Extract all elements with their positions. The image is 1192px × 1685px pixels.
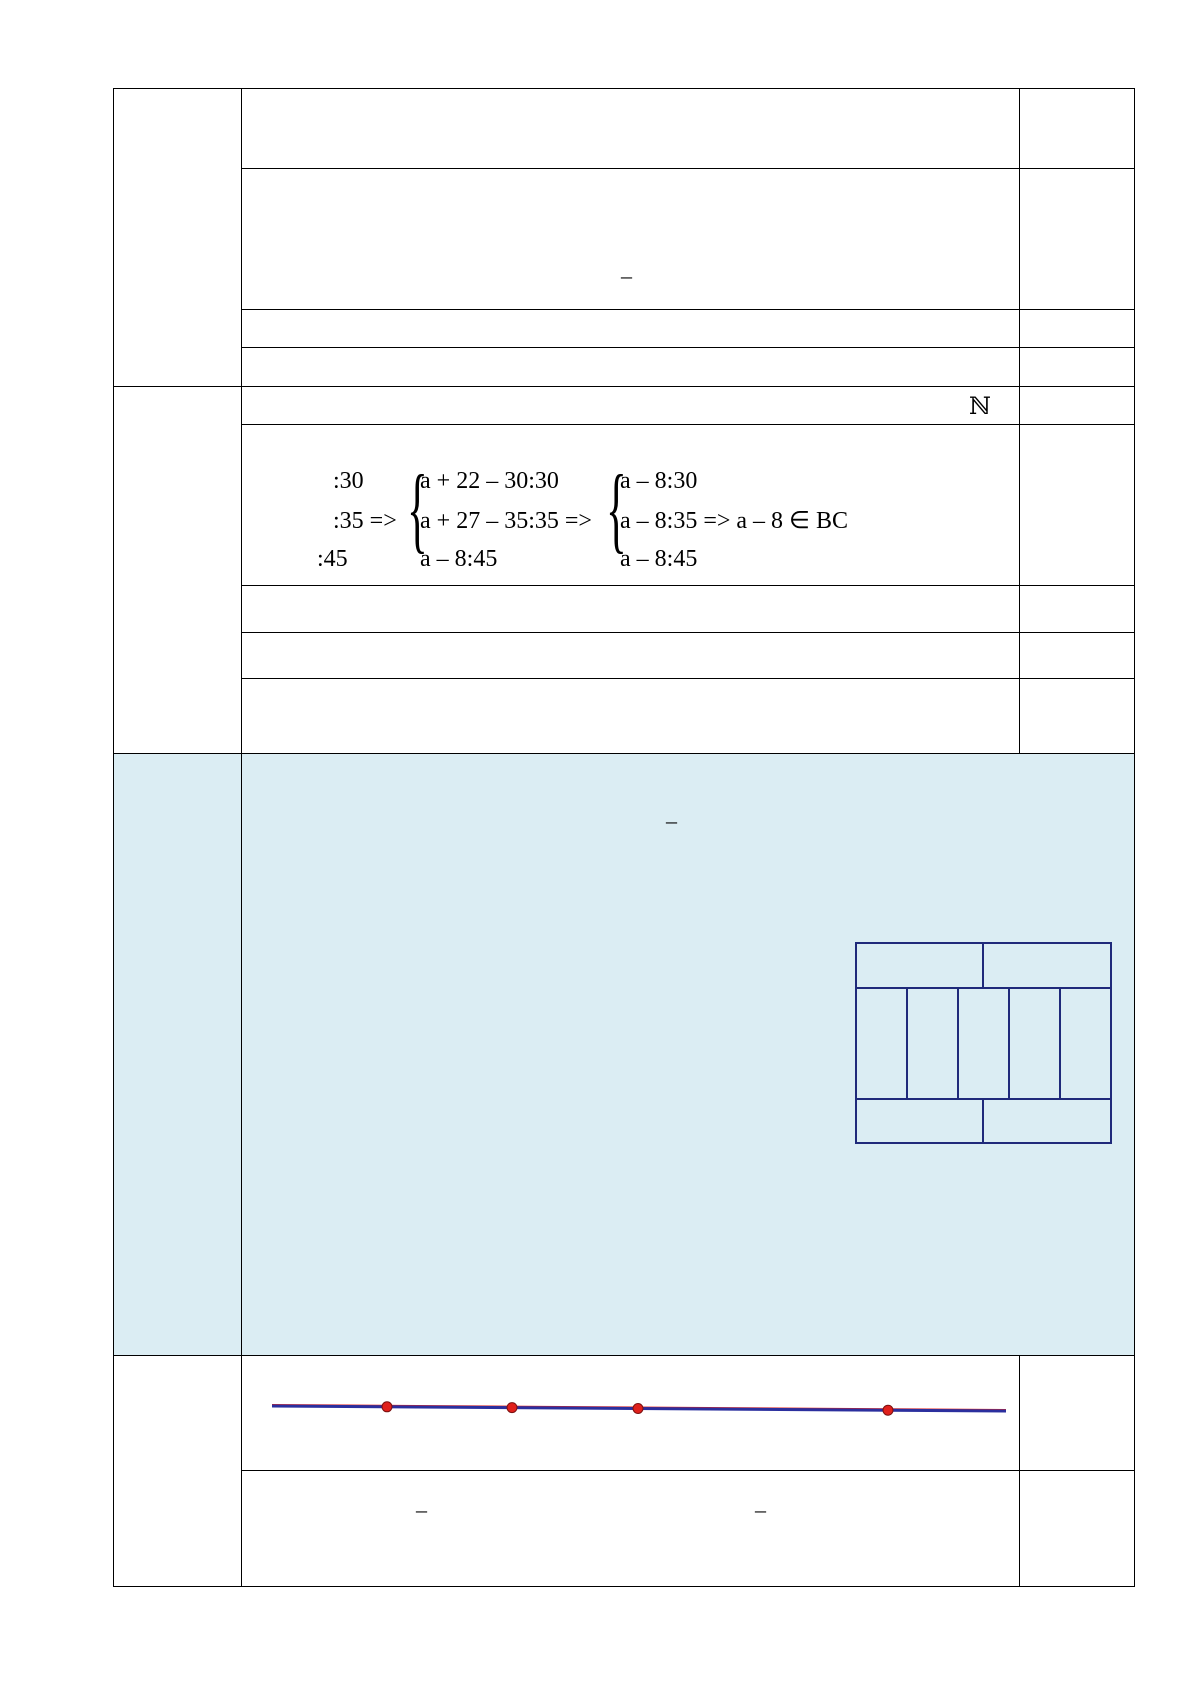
subrow-divider — [241, 632, 1135, 633]
fraction-bar: – — [416, 1497, 427, 1522]
table-right-border — [1134, 88, 1135, 1587]
number-line-point — [507, 1403, 517, 1413]
system2-line-2: a – 8:35 => a – 8 ∈ BC — [620, 508, 848, 534]
number-line-icon — [268, 1395, 1010, 1421]
row-divider-1 — [113, 386, 1135, 387]
first-column-divider — [241, 88, 242, 1587]
score-column-divider — [1019, 88, 1020, 753]
naturals-symbol: ℕ — [969, 392, 991, 420]
subrow-divider — [241, 309, 1135, 310]
condition-line-1: :30 — [333, 468, 364, 494]
fraction-bar: – — [755, 1497, 766, 1522]
subrow-divider — [241, 347, 1135, 348]
table-left-border — [113, 88, 114, 1587]
number-line-point — [633, 1404, 643, 1414]
system1-line-1: a + 22 – 30:30 — [420, 468, 559, 494]
system1-line-2: a + 27 – 35:35 => — [420, 508, 592, 534]
number-line-point — [382, 1402, 392, 1412]
number-line-point — [883, 1405, 893, 1415]
fraction-bar: – — [666, 808, 677, 833]
subrow-divider — [241, 678, 1135, 679]
system2-line-1: a – 8:30 — [620, 468, 698, 494]
row-divider-3 — [113, 1355, 1135, 1356]
condition-line-3: :45 — [317, 546, 348, 572]
score-column-divider — [1019, 1355, 1020, 1587]
subrow-divider — [241, 1470, 1135, 1471]
subrow-divider — [241, 585, 1135, 586]
fraction-bar: – — [621, 263, 632, 288]
left-brace: { — [606, 455, 627, 562]
subrow-divider — [241, 168, 1135, 169]
table-top-border — [113, 88, 1135, 89]
condition-line-2: :35 => — [333, 508, 397, 534]
subrow-divider — [241, 424, 1135, 425]
row-divider-2 — [113, 753, 1135, 754]
table-bottom-border — [113, 1586, 1135, 1587]
system1-line-3: a – 8:45 — [420, 546, 498, 572]
system2-line-3: a – 8:45 — [620, 546, 698, 572]
left-brace: { — [407, 455, 428, 562]
rectangle-grid-figure-icon — [850, 938, 1115, 1148]
